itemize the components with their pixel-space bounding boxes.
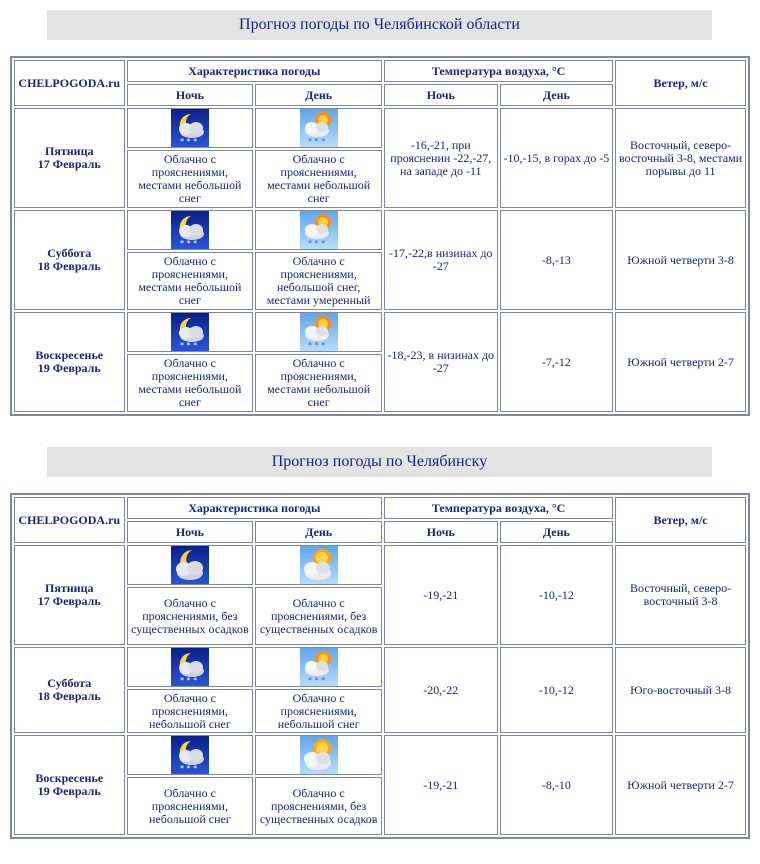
wind: Южной четверти 2-7 [615, 735, 746, 835]
day-description: Облачно с прояснениями, без существенных осадков [255, 587, 382, 645]
wind: Восточный, северо-восточный 3-8 [615, 545, 746, 645]
day-weather-icon-cell [255, 735, 382, 775]
temp-night: -16,-21, при прояснении -22,-27, на западе до -11 [384, 108, 498, 208]
day-date: 18 Февраль [37, 689, 101, 703]
temp-day: -10,-12 [500, 545, 614, 645]
temperature-header: Температура воздуха, °С [384, 497, 613, 519]
day-weather-icon-cell [255, 210, 382, 250]
day-description: Облачно с прояснениями, местами небольшой снег [255, 354, 382, 412]
wind: Юго-восточный 3-8 [615, 647, 746, 733]
day-date: 19 Февраль [37, 784, 101, 798]
day-label [14, 647, 125, 733]
day-description: Облачно с прояснениями, небольшой снег, местами умеренный [255, 252, 382, 310]
day-of-week: Суббота [47, 246, 92, 260]
day-weather-icon-cell [255, 545, 382, 585]
wind-header: Ветер, м/с [615, 60, 746, 106]
temp-day: -10,-15, в горах до -5 [500, 108, 614, 208]
day-date: 19 Февраль [37, 361, 101, 375]
temp-day-header: День [500, 84, 614, 106]
temp-night: -18,-23, в низинах до -27 [384, 312, 498, 412]
temp-night-header: Ночь [384, 521, 498, 543]
wind: Восточный, северо-восточный 3-8, местами порывы до 11 [615, 108, 746, 208]
day-snow-icon [300, 648, 338, 686]
day-of-week: Воскресенье [35, 771, 104, 785]
temp-day: -8,-13 [500, 210, 614, 310]
day-of-week: Пятница [45, 144, 94, 158]
temp-night: -20,-22 [384, 647, 498, 733]
day-description: Облачно с прояснениями, местами небольшой снег [255, 150, 382, 208]
day-of-week: Суббота [47, 676, 92, 690]
night-description: Облачно с прояснениями, небольшой снег [127, 689, 254, 733]
temp-day-header: День [500, 521, 614, 543]
day-description: Облачно с прояснениями, без существенных осадков [255, 777, 382, 835]
temp-night: -19,-21 [384, 545, 498, 645]
night-cloud-icon [171, 546, 209, 584]
night-description: Облачно с прояснениями, местами небольшой снег [127, 354, 254, 412]
day-weather-icon-cell [255, 108, 382, 148]
temp-day: -10,-12 [500, 647, 614, 733]
weather-day-header: День [255, 521, 382, 543]
day-date: 17 Февраль [37, 594, 101, 608]
night-description: Облачно с прояснениями, местами небольшой снег [127, 252, 254, 310]
night-snow-icon [171, 736, 209, 774]
weather-header: Характеристика погоды [127, 60, 383, 82]
temp-night-header: Ночь [384, 84, 498, 106]
brand-label: CHELPOGODA.ru [14, 497, 125, 543]
night-description: Облачно с прояснениями, местами небольшой снег [127, 150, 254, 208]
weather-night-header: Ночь [127, 84, 254, 106]
weather-day-header: День [255, 84, 382, 106]
night-weather-icon-cell [127, 647, 254, 687]
day-weather-icon-cell [255, 647, 382, 687]
night-weather-icon-cell [127, 210, 254, 250]
day-date: 18 Февраль [37, 259, 101, 273]
night-description: Облачно с прояснениями, без существенных осадков [127, 587, 254, 645]
temp-day: -7,-12 [500, 312, 614, 412]
day-label [14, 108, 125, 208]
day-of-week: Пятница [45, 581, 94, 595]
brand-label: CHELPOGODA.ru [14, 60, 125, 106]
temp-day: -8,-10 [500, 735, 614, 835]
night-snow-icon [171, 109, 209, 147]
wind: Южной четверти 2-7 [615, 312, 746, 412]
region-title: Прогноз погоды по Челябинской области [47, 10, 712, 40]
day-snow-icon [300, 211, 338, 249]
night-snow-icon [171, 648, 209, 686]
temp-night: -19,-21 [384, 735, 498, 835]
night-description: Облачно с прояснениями, небольшой снег [127, 777, 254, 835]
region-forecast-table [10, 56, 750, 416]
day-date: 17 Февраль [37, 157, 101, 171]
day-weather-icon-cell [255, 312, 382, 352]
temperature-header: Температура воздуха, °С [384, 60, 613, 82]
day-of-week: Воскресенье [35, 348, 104, 362]
night-weather-icon-cell [127, 108, 254, 148]
day-label [14, 735, 125, 835]
city-title: Прогноз погоды по Челябинску [47, 447, 712, 477]
day-snow-icon [300, 313, 338, 351]
night-weather-icon-cell [127, 735, 254, 775]
wind-header: Ветер, м/с [615, 497, 746, 543]
weather-header: Характеристика погоды [127, 497, 383, 519]
day-cloud-icon [300, 546, 338, 584]
city-forecast-table [10, 493, 750, 839]
day-snow-icon [300, 109, 338, 147]
wind: Южной четверти 3-8 [615, 210, 746, 310]
day-description: Облачно с прояснениями, небольшой снег [255, 689, 382, 733]
day-cloud-icon [300, 736, 338, 774]
day-label [14, 210, 125, 310]
night-weather-icon-cell [127, 545, 254, 585]
weather-night-header: Ночь [127, 521, 254, 543]
temp-night: -17,-22,в низинах до -27 [384, 210, 498, 310]
day-label [14, 312, 125, 412]
day-label [14, 545, 125, 645]
night-snow-icon [171, 313, 209, 351]
night-snow-icon [171, 211, 209, 249]
night-weather-icon-cell [127, 312, 254, 352]
